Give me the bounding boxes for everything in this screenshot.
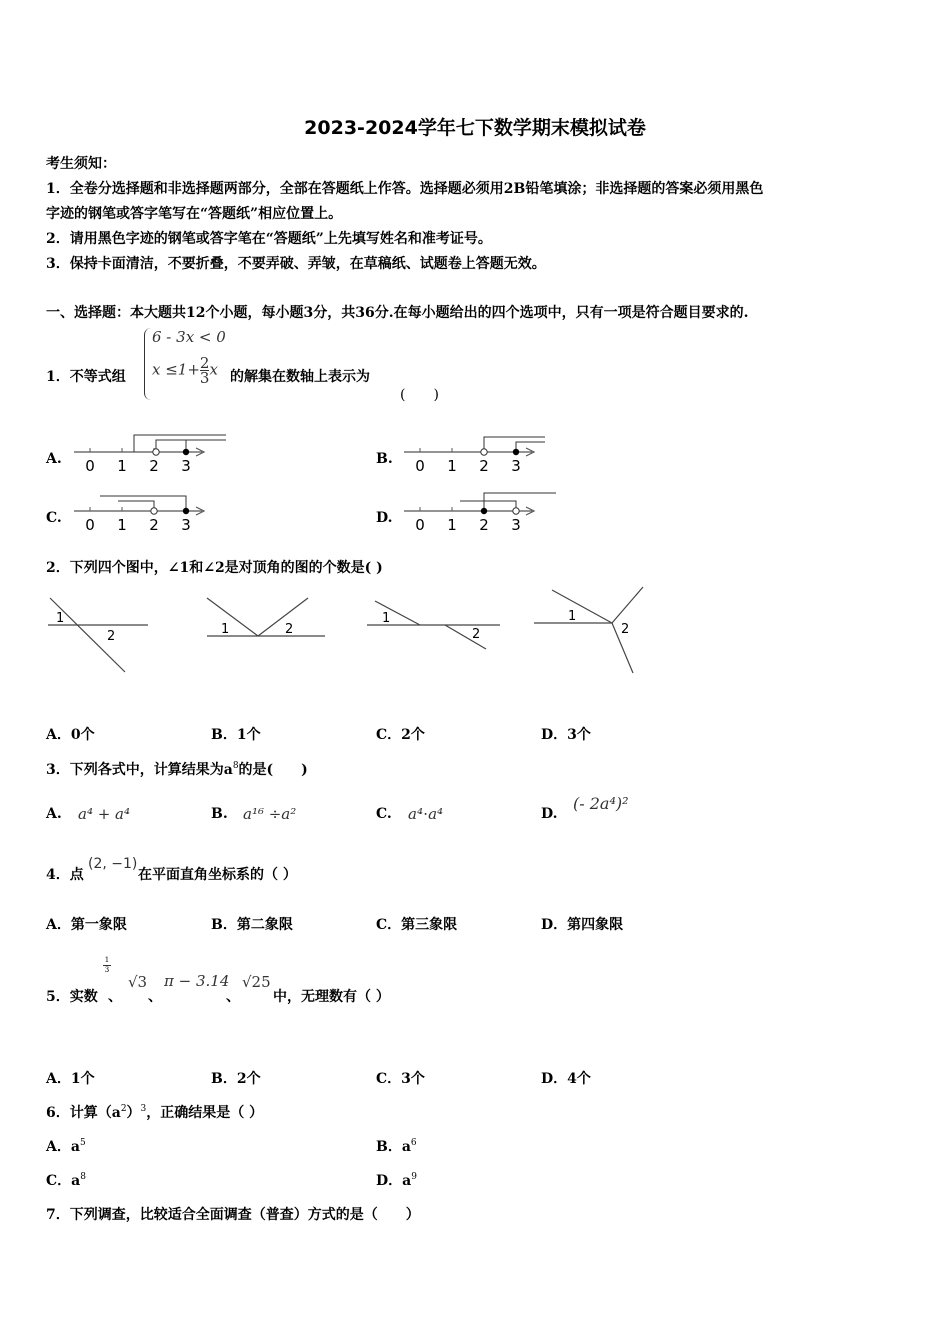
q5-prefix: 5．实数 — [46, 989, 98, 1005]
tick-label: 2 — [479, 516, 489, 534]
q6-option-b[interactable] — [376, 1136, 417, 1156]
angle-label-2: 2 — [472, 627, 481, 642]
q4-option-b[interactable]: B．第二象限 — [211, 917, 293, 933]
inequality-2-left: x ≤1+ — [152, 360, 200, 379]
q5-sep2: 、 — [148, 989, 162, 1005]
number-line-a — [70, 430, 235, 478]
q3-option-b-expr: a¹⁶ ÷a² — [243, 805, 297, 823]
q5-option-a[interactable]: A．1个 — [46, 1071, 95, 1087]
notice-item: 3．保持卡面清洁，不要折叠，不要弄破、弄皱，在草稿纸、试题卷上答题无效。 — [46, 256, 546, 272]
q4-point: (2, −1) — [88, 856, 138, 872]
tick-label: 0 — [85, 457, 95, 475]
q3-option-d-expr: (- 2a⁴)² — [573, 794, 629, 813]
q5-sqrt3: √3 — [128, 973, 148, 991]
q1-option-a-label[interactable]: A. — [46, 451, 62, 467]
fraction-denominator: 3 — [199, 369, 210, 387]
angle-label-1: 1 — [568, 609, 577, 624]
q5-sep1: 、 — [108, 989, 122, 1005]
tick-label: 0 — [415, 457, 425, 475]
tick-label: 3 — [511, 516, 521, 534]
q3-option-d-label[interactable]: D. — [541, 806, 558, 822]
q6-option-d-label: D．a — [376, 1173, 412, 1189]
q6-option-a-label: A．a — [46, 1139, 80, 1155]
q3-stem — [46, 759, 308, 779]
q5-fraction-den: 3 — [104, 966, 110, 974]
q6-stem-mid: ） — [126, 1105, 141, 1121]
q1-suffix: 的解集在数轴上表示为 — [230, 369, 370, 385]
q3-stem-pre: 3．下列各式中，计算结果为a — [46, 762, 233, 778]
tick-label: 1 — [117, 516, 127, 534]
page-title: 2023-2024学年七下数学期末模拟试卷 — [304, 117, 646, 139]
inequality-2-right: x — [209, 360, 218, 379]
q3-option-a-label[interactable]: A. — [46, 806, 62, 822]
tick-label: 3 — [181, 457, 191, 475]
q5-option-d[interactable]: D．4个 — [541, 1071, 591, 1087]
q4-option-c[interactable]: C．第三象限 — [376, 917, 458, 933]
tick-label: 1 — [447, 457, 457, 475]
q2-stem: 2．下列四个图中，∠1和∠2是对顶角的图的个数是( ) — [46, 560, 383, 576]
q5-option-b[interactable]: B．2个 — [211, 1071, 261, 1087]
notice-item: 字迹的钢笔或答字笔写在“答题纸”相应位置上。 — [46, 206, 343, 222]
q6-option-c-label: C．a — [46, 1173, 81, 1189]
q4-prefix: 4．点 — [46, 867, 84, 883]
q5-option-c[interactable]: C．3个 — [376, 1071, 425, 1087]
inequality-1: 6 - 3x < 0 — [152, 328, 226, 346]
tick-label: 3 — [181, 516, 191, 534]
angle-label-2: 2 — [621, 622, 630, 637]
q6-option-b-exp: 6 — [410, 1138, 417, 1148]
q1-prefix: 1．不等式组 — [46, 369, 126, 385]
tick-label: 0 — [415, 516, 425, 534]
q6-option-d[interactable] — [376, 1170, 417, 1190]
q6-stem-pre: 6．计算（a — [46, 1105, 121, 1121]
q6-stem-exp1: 2 — [120, 1104, 127, 1114]
q6-option-b-label: B．a — [376, 1139, 411, 1155]
tick-label: 1 — [117, 457, 127, 475]
inequality-2 — [152, 356, 218, 385]
q3-stem-post: 的是( ) — [238, 762, 308, 778]
q7-stem: 7．下列调查，比较适合全面调查（普查）方式的是（ ） — [46, 1207, 420, 1223]
angle-label-2: 2 — [285, 622, 294, 637]
number-line-c — [70, 489, 235, 537]
brace — [144, 328, 151, 400]
q3-option-b-label[interactable]: B. — [211, 806, 228, 822]
q6-option-c-exp: 8 — [80, 1172, 86, 1182]
angle-label-1: 1 — [221, 622, 230, 637]
q6-option-d-exp: 9 — [411, 1172, 417, 1182]
angle-label-1: 1 — [382, 611, 391, 626]
number-line-d — [400, 489, 565, 537]
q6-stem — [46, 1102, 263, 1122]
q1-answer-paren: ( ) — [400, 387, 439, 403]
q5-sqrt25: √25 — [242, 973, 271, 991]
tick-label: 2 — [149, 457, 159, 475]
q1-option-d-label[interactable]: D. — [376, 510, 393, 526]
angle-label-2: 2 — [107, 629, 116, 644]
angle-figure-4 — [534, 587, 643, 673]
q4-suffix: 在平面直角坐标系的（ ） — [138, 867, 297, 883]
q6-option-a[interactable] — [46, 1136, 86, 1156]
q3-stem-exp: 8 — [232, 761, 239, 771]
q2-option-b[interactable]: B．1个 — [211, 727, 261, 743]
number-line-b — [400, 430, 565, 478]
q5-suffix: 中，无理数有（ ） — [273, 989, 390, 1005]
q6-option-a-exp: 5 — [79, 1138, 86, 1148]
angle-label-1: 1 — [56, 611, 65, 626]
tick-label: 2 — [149, 516, 159, 534]
q2-option-c[interactable]: C．2个 — [376, 727, 425, 743]
angle-figure-3 — [367, 601, 500, 649]
q4-option-a[interactable]: A．第一象限 — [46, 917, 127, 933]
q5-sep3: 、 — [226, 989, 240, 1005]
tick-label: 1 — [447, 516, 457, 534]
fraction-numerator: 2 — [199, 354, 210, 372]
q5-pi-expr: π − 3.14 — [164, 972, 230, 990]
q2-angle-figures — [40, 585, 660, 685]
notice-item: 1．全卷分选择题和非选择题两部分，全部在答题纸上作答。选择题必须用2B铅笔填涂；非选择题的答案必须用黑色 — [46, 181, 764, 197]
tick-label: 0 — [85, 516, 95, 534]
q4-option-d[interactable]: D．第四象限 — [541, 917, 624, 933]
q5-fraction — [103, 956, 111, 975]
q1-option-c-label[interactable]: C. — [46, 510, 62, 526]
tick-label: 3 — [511, 457, 521, 475]
tick-label: 2 — [479, 457, 489, 475]
angle-figure-1 — [48, 598, 148, 672]
section-heading: 一、选择题：本大题共12个小题，每小题3分，共36分.在每小题给出的四个选项中，只有一项是符合题目要求的. — [46, 305, 749, 321]
q2-option-d[interactable]: D．3个 — [541, 727, 591, 743]
notice-heading: 考生须知： — [46, 156, 116, 172]
q2-option-a[interactable]: A．0个 — [46, 727, 95, 743]
angle-figure-2 — [207, 598, 325, 637]
q6-stem-post: ，正确结果是（ ） — [146, 1105, 264, 1121]
q3-option-c-expr: a⁴⋅a⁴ — [408, 805, 444, 823]
q1-option-b-label[interactable]: B. — [376, 451, 393, 467]
q5-fraction-num: 1 — [104, 956, 110, 964]
q3-option-a-expr: a⁴ + a⁴ — [78, 805, 131, 823]
q6-option-c[interactable] — [46, 1170, 86, 1190]
q6-stem-exp2: 3 — [140, 1104, 147, 1114]
notice-item: 2．请用黑色字迹的钢笔或答字笔在“答题纸”上先填写姓名和准考证号。 — [46, 231, 492, 247]
q3-option-c-label[interactable]: C. — [376, 806, 392, 822]
